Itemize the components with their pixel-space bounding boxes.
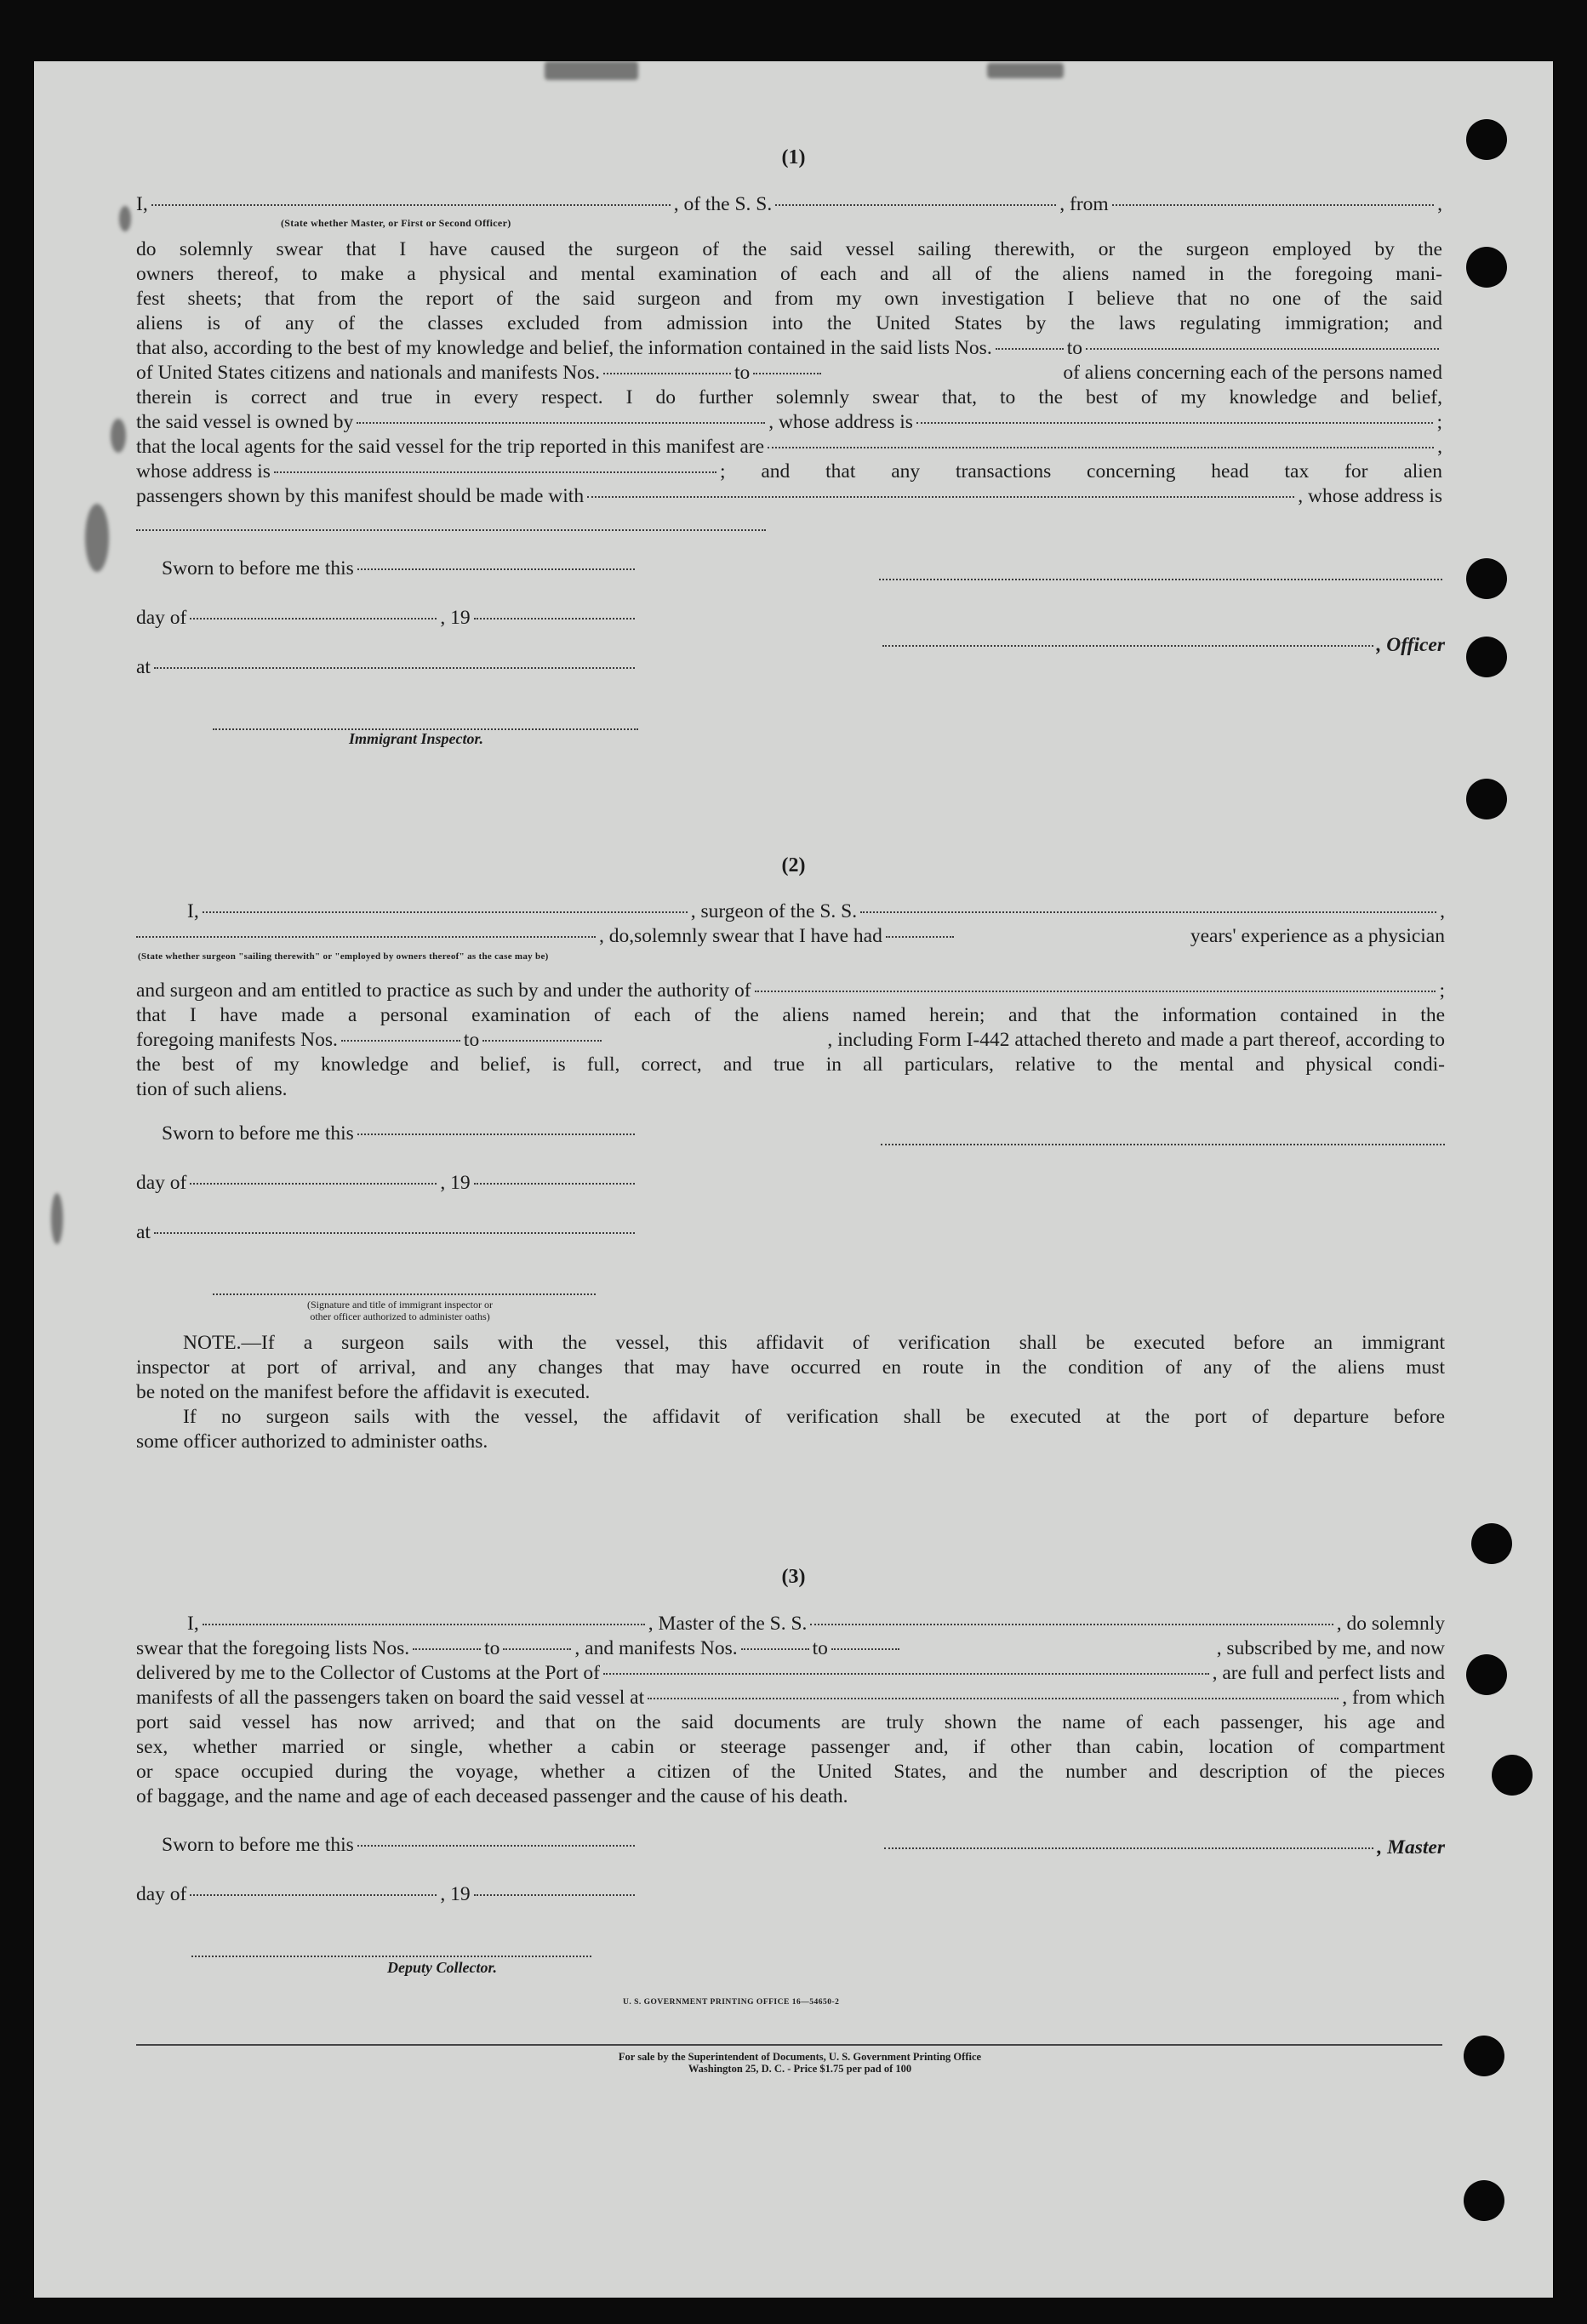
s1-line-8: therein is correct and true in every respect. I do further solemnly swear that, to the best of my knowledge and belief, <box>136 386 1442 408</box>
text: , from <box>1059 193 1109 215</box>
s2-sworn-day-field[interactable] <box>357 1133 635 1135</box>
officer-label: , Officer <box>1376 634 1445 656</box>
s3-lists-to-field[interactable] <box>503 1648 571 1650</box>
text: Sworn to before me this <box>162 1834 354 1856</box>
text: , 19 <box>440 1883 471 1905</box>
text: to <box>1066 337 1082 359</box>
collector-label: Deputy Collector. <box>387 1959 497 1976</box>
sale-line-2: Washington 25, D. C. - Price $1.75 per pad of 100 <box>688 2063 912 2075</box>
text: , <box>1437 193 1442 215</box>
text: to <box>463 1029 480 1051</box>
s1-officer-line <box>879 633 1445 658</box>
text: , 19 <box>440 1172 471 1194</box>
text: day of <box>136 1883 187 1905</box>
text: at <box>136 1221 151 1243</box>
s1-line-5: aliens is of any of the classes excluded from admission into the United States by the laws regulating immigration; and <box>136 312 1442 334</box>
text: ; <box>1439 979 1445 1002</box>
text: delivered by me to the Collector of Customs at the Port of <box>136 1662 600 1684</box>
text: , and manifests Nos. <box>574 1637 738 1659</box>
surgeon-hint: (State whether surgeon "sailing therewith" or "employed by owners thereof" as the case may be) <box>138 951 549 962</box>
text: , whose address is <box>768 411 913 433</box>
officer-signature-line-1[interactable] <box>879 579 1442 580</box>
form-page <box>34 61 1553 2298</box>
text: , including Form I-442 attached thereto and made a part thereof, according to <box>827 1029 1445 1051</box>
s1-at-line <box>136 655 638 680</box>
s3-month-field[interactable] <box>190 1894 437 1896</box>
punch-hole <box>1466 637 1507 677</box>
text: , are full and perfect lists and <box>1212 1662 1445 1684</box>
s1-line-2: do solemnly swear that I have caused the surgeon of the said vessel sailing therewith, or the surgeon employed by the <box>136 238 1442 260</box>
s3-line-8: of baggage, and the name and age of each deceased passenger and the cause of his death. <box>136 1785 848 1807</box>
month-field[interactable] <box>190 618 437 620</box>
text: day of <box>136 607 187 629</box>
master-hint: (State whether Master, or First or Second Officer) <box>281 217 511 229</box>
text: I, <box>187 1613 199 1635</box>
master-signature-field[interactable] <box>884 1847 1373 1849</box>
text: , <box>1437 436 1442 458</box>
s2-line-6: the best of my knowledge and belief, is full, correct, and true in all particulars, relative to the mental and physical condi- <box>136 1054 1445 1076</box>
s3-vessel-field[interactable] <box>810 1624 1333 1625</box>
text: passengers shown by this manifest should be made with <box>136 485 585 507</box>
s3-sworn-day-field[interactable] <box>357 1845 635 1847</box>
text: to <box>734 362 751 384</box>
s3-manifests-from-field[interactable] <box>741 1648 809 1650</box>
s1-line-6 <box>136 336 1442 361</box>
text: ; and that any transactions concerning head tax for alien <box>719 460 1442 483</box>
text: to <box>812 1637 828 1659</box>
s3-line-5: port said vessel has now arrived; and that on the said documents are truly shown the name of each passenger, his age and <box>136 1711 1445 1733</box>
text: foregoing manifests Nos. <box>136 1029 338 1051</box>
text: , do solemnly <box>1336 1613 1445 1635</box>
text: swear that the foregoing lists Nos. <box>136 1637 410 1659</box>
section-1-paragraph <box>136 237 1442 509</box>
s3-master-name-field[interactable] <box>203 1624 645 1625</box>
s2-inspector-signature-field[interactable] <box>213 1293 596 1295</box>
text: of aliens concerning each of the persons named <box>1063 362 1442 384</box>
s2-line-2 <box>136 924 1445 949</box>
manifests-to-field[interactable] <box>753 373 821 374</box>
hint-line: (Signature and title of immigrant inspector or <box>307 1299 493 1310</box>
text: years' experience as a physician <box>1190 925 1445 947</box>
text: ; <box>1436 411 1442 433</box>
manifests-from-field[interactable] <box>603 373 731 374</box>
s3-master-line <box>881 1836 1445 1860</box>
s1-line-10 <box>136 435 1442 460</box>
s2-year-field[interactable] <box>474 1183 635 1185</box>
s3-manifests-to-field[interactable] <box>831 1648 899 1650</box>
text: that also, according to the best of my knowledge and belief, the information contained in the said lists Nos. <box>136 337 992 359</box>
lists-to-field[interactable] <box>1086 348 1439 350</box>
head-tax-address-field[interactable] <box>136 529 766 531</box>
s2-line-4: that I have made a personal examination of each of the aliens named herein; and that the information contained in the <box>136 1004 1445 1026</box>
punch-hole <box>1466 1654 1507 1695</box>
punch-hole <box>1492 1755 1533 1796</box>
s1-line-4: fest sheets; that from the report of the said surgeon and from my own investigation I believe that no one of the said <box>136 288 1442 310</box>
port-from-field[interactable] <box>1112 204 1434 206</box>
s2-line-7: tion of such aliens. <box>136 1078 288 1100</box>
sworn-day-field[interactable] <box>357 568 635 570</box>
vessel-field[interactable] <box>775 204 1056 206</box>
surgeon-name-field[interactable] <box>203 911 688 913</box>
surgeon-status-field[interactable] <box>136 936 596 938</box>
year-field[interactable] <box>474 618 635 620</box>
at-place-field[interactable] <box>154 667 635 669</box>
s3-line-6: sex, whether married or single, whether a cabin or steerage passenger and, if other than cabin, location of compartment <box>136 1736 1445 1758</box>
agents-field[interactable] <box>768 447 1434 448</box>
section-3-number: (3) <box>781 1566 806 1588</box>
s1-line-12 <box>136 484 1442 509</box>
boarding-port-field[interactable] <box>648 1698 1339 1699</box>
punch-hole <box>1464 2036 1504 2076</box>
text: Sworn to before me this <box>162 1122 354 1145</box>
text: and surgeon and am entitled to practice as such by and under the authority of <box>136 979 751 1002</box>
punch-hole <box>1464 2180 1504 2221</box>
text: , subscribed by me, and now <box>1216 1637 1445 1659</box>
s3-sworn-line <box>162 1833 638 1858</box>
s1-line-3: owners thereof, to make a physical and mental examination of each and all of the aliens named in the foregoing mani- <box>136 263 1442 285</box>
text: , of the S. S. <box>673 193 773 215</box>
collector-signature-field[interactable] <box>191 1956 591 1957</box>
port-of-field[interactable] <box>603 1673 1209 1675</box>
note-line-2: inspector at port of arrival, and any changes that may have occurred en route in the condition of any of the aliens must <box>136 1356 1445 1379</box>
years-field[interactable] <box>886 936 954 938</box>
text: , Master of the S. S. <box>648 1613 808 1635</box>
master-field[interactable] <box>151 204 671 206</box>
text: that the local agents for the said vessel for the trip reported in this manifest are <box>136 436 765 458</box>
text: manifests of all the passengers taken on board the said vessel at <box>136 1687 645 1709</box>
s3-year-field[interactable] <box>474 1894 635 1896</box>
ink-smudge <box>119 206 131 231</box>
section-1-body <box>136 192 1442 217</box>
s1-line-11 <box>136 460 1442 484</box>
text: , do,solemnly swear that I have had <box>599 925 882 947</box>
surgeon-signature-line[interactable] <box>881 1144 1445 1145</box>
text: , <box>1440 900 1445 922</box>
text: the said vessel is owned by <box>136 411 354 433</box>
head-tax-party-field[interactable] <box>587 496 1294 498</box>
section-3-paragraph <box>136 1636 1445 1809</box>
text: I, <box>187 900 199 922</box>
footer-rule <box>136 2044 1442 2046</box>
s1-sworn-line <box>162 557 638 581</box>
s2-at-line <box>136 1220 638 1245</box>
punch-hole <box>1466 558 1507 599</box>
sale-notice <box>374 2051 1225 2075</box>
s3-line-1 <box>187 1612 1445 1636</box>
s2-dayof-line <box>136 1171 638 1196</box>
clip-mark <box>545 61 638 80</box>
s1-line-9 <box>136 410 1442 435</box>
s3-lists-from-field[interactable] <box>413 1648 481 1650</box>
s2-vessel-field[interactable] <box>860 911 1436 913</box>
section-2-number: (2) <box>781 854 806 876</box>
text: , 19 <box>440 607 471 629</box>
s3-dayof-line <box>136 1882 638 1907</box>
punch-hole <box>1466 247 1507 288</box>
sale-line-1: For sale by the Superintendent of Documents, U. S. Government Printing Office <box>618 2051 982 2063</box>
authority-field[interactable] <box>755 991 1436 992</box>
ink-smudge <box>85 504 109 572</box>
s1-line-1 <box>136 192 1442 217</box>
s2-sworn-line <box>162 1122 638 1146</box>
s2-line-1 <box>187 899 1445 924</box>
text: , whose address is <box>1298 485 1442 507</box>
hint-line: other officer authorized to administer oaths) <box>310 1310 490 1322</box>
text: I, <box>136 193 148 215</box>
text: to <box>484 1637 500 1659</box>
text: , from which <box>1342 1687 1445 1709</box>
text: —If a surgeon sails with the vessel, this affidavit of verification shall be executed before an immigrant <box>241 1332 1445 1354</box>
s2-month-field[interactable] <box>190 1183 437 1185</box>
s3-line-7: or space occupied during the voyage, whether a citizen of the United States, and the number and description of the pieces <box>136 1761 1445 1783</box>
clip-mark <box>987 63 1064 78</box>
punch-hole <box>1466 779 1507 819</box>
s2-at-place-field[interactable] <box>154 1232 635 1234</box>
agents-address-field[interactable] <box>274 471 716 473</box>
text: , surgeon of the S. S. <box>690 900 858 922</box>
master-label: , Master <box>1377 1836 1445 1859</box>
officer-signature-field[interactable] <box>882 645 1373 647</box>
printer-imprint: U. S. GOVERNMENT PRINTING OFFICE 16—54650-2 <box>623 1998 840 2007</box>
s1-line-7 <box>136 361 1442 385</box>
section-1-number: (1) <box>781 146 806 168</box>
ink-smudge <box>111 419 126 453</box>
owner-field[interactable] <box>357 422 765 424</box>
s2-manifests-to-field[interactable] <box>482 1040 602 1042</box>
lists-from-field[interactable] <box>996 348 1064 350</box>
owner-address-field[interactable] <box>916 422 1434 424</box>
note-line-3: be noted on the manifest before the affidavit is executed. <box>136 1381 591 1403</box>
s1-dayof-line <box>136 606 638 631</box>
note-paragraph <box>136 1331 1445 1454</box>
text: Sworn to before me this <box>162 557 354 580</box>
s2-signature-hint <box>196 1299 604 1322</box>
section-2-paragraph <box>136 979 1445 1102</box>
text: at <box>136 656 151 678</box>
inspector-label: Immigrant Inspector. <box>349 730 484 747</box>
text: of United States citizens and nationals and manifests Nos. <box>136 362 600 384</box>
text: day of <box>136 1172 187 1194</box>
ink-smudge <box>51 1193 63 1244</box>
punch-hole <box>1471 1523 1512 1564</box>
note-line-4: If no surgeon sails with the vessel, the affidavit of verification shall be executed at the port of departure before <box>183 1406 1445 1428</box>
note-label: NOTE. <box>183 1332 242 1354</box>
s2-manifests-from-field[interactable] <box>341 1040 460 1042</box>
note-line-5: some officer authorized to administer oaths. <box>136 1430 488 1453</box>
text: whose address is <box>136 460 271 483</box>
